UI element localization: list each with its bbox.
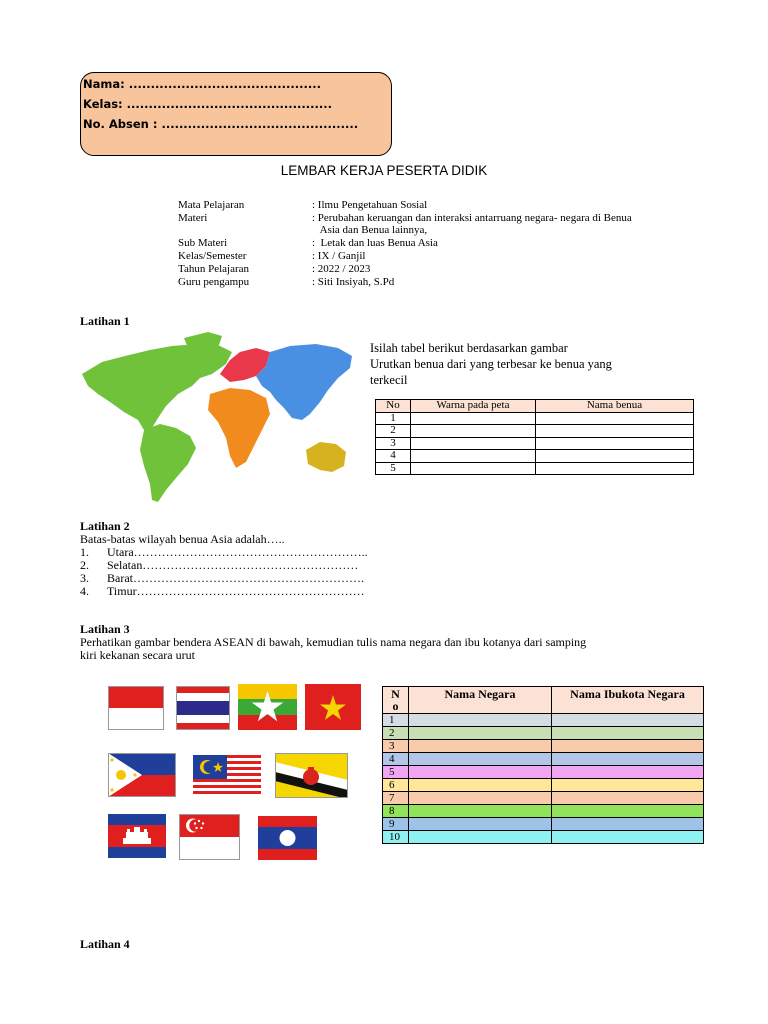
item-number: 3. [80,571,89,585]
country-cell[interactable] [409,740,552,753]
country-cell[interactable] [409,766,552,779]
latihan1-instruction [370,340,612,388]
row-number: 10 [383,831,409,844]
item-text: Utara………………………………………………….. [107,545,368,559]
table-row [376,412,694,425]
header-continent: Nama benua [536,400,694,413]
latihan3-instruction: kiri kekanan secara urut [80,648,195,662]
country-cell[interactable] [409,805,552,818]
header-no: No [376,400,411,413]
table-row [383,805,704,818]
header-no [383,687,409,714]
asean-table [382,686,704,844]
row-number: 9 [383,818,409,831]
asia-shape [256,344,352,420]
table-row [383,779,704,792]
item-text: Barat…………………………………………………. [107,571,364,585]
color-cell[interactable] [411,462,536,475]
item-text: Timur………………………………………………… [107,584,365,598]
philippines-flag-icon [108,753,176,797]
latihan2-item[interactable] [80,585,365,598]
country-cell[interactable] [409,831,552,844]
table-row [383,714,704,727]
thailand-flag-icon [176,686,230,730]
info-value: : Perubahan keruangan dan interaksi antarruang negara- negara di Benua [312,212,632,224]
row-number: 4 [376,450,411,463]
header-color: Warna pada peta [411,400,536,413]
color-cell[interactable] [411,412,536,425]
kelas-field[interactable]: Kelas: ............................................... [83,97,332,111]
table-row [383,753,704,766]
country-cell[interactable] [409,818,552,831]
identity-box [80,72,392,156]
vietnam-flag-icon [305,684,361,730]
color-cell[interactable] [411,450,536,463]
row-number: 1 [383,714,409,727]
item-number: 4. [80,584,89,598]
table-row [383,740,704,753]
header-capital: Nama Ibukota Negara [552,687,704,714]
capital-cell[interactable] [552,831,704,844]
table-header-row [383,687,704,714]
continent-cell[interactable] [536,450,694,463]
country-cell[interactable] [409,714,552,727]
item-text: Selatan……………………………………………… [107,558,359,572]
capital-cell[interactable] [552,740,704,753]
table-row [376,450,694,463]
continent-table [375,399,694,475]
latihan2-heading: Latihan 2 [80,519,130,533]
malaysia-flag-icon [193,755,261,797]
capital-cell[interactable] [552,766,704,779]
row-number: 2 [376,425,411,438]
table-row [383,766,704,779]
table-row [376,462,694,475]
latihan3-heading: Latihan 3 [80,622,130,636]
continent-cell[interactable] [536,425,694,438]
row-number: 4 [383,753,409,766]
row-number: 8 [383,805,409,818]
header-no-line: N [391,687,400,701]
header-country: Nama Negara [409,687,552,714]
capital-cell[interactable] [552,805,704,818]
row-number: 6 [383,779,409,792]
laos-flag-icon [258,816,317,860]
item-number: 2. [80,558,89,572]
row-number: 5 [376,462,411,475]
capital-cell[interactable] [552,714,704,727]
cambodia-flag-icon [108,814,166,858]
table-row [376,425,694,438]
country-cell[interactable] [409,779,552,792]
south-america-shape [140,424,196,502]
brunei-flag-icon [275,753,348,798]
table-header-row [376,400,694,413]
latihan2-question: Batas-batas wilayah benua Asia adalah….. [80,532,285,546]
latihan4-heading: Latihan 4 [80,937,130,951]
row-number: 7 [383,792,409,805]
nama-field[interactable]: Nama: ............................................ [83,77,321,91]
table-row [376,437,694,450]
row-number: 5 [383,766,409,779]
table-row [383,727,704,740]
page-title: LEMBAR KERJA PESERTA DIDIK [280,163,488,178]
row-number: 3 [383,740,409,753]
info-key: Guru pengampu [178,276,250,288]
country-cell[interactable] [409,753,552,766]
info-value: Asia dan Benua lainnya, [312,224,428,236]
capital-cell[interactable] [552,792,704,805]
africa-shape [208,388,270,468]
latihan1-instruction-line: terkecil [370,373,408,387]
continent-cell[interactable] [536,462,694,475]
info-value: : Letak dan luas Benua Asia [312,237,438,249]
info-key: Mata Pelajaran [178,199,245,211]
item-number: 1. [80,545,89,559]
info-key: Sub Materi [178,237,228,249]
country-cell[interactable] [409,792,552,805]
color-cell[interactable] [411,425,536,438]
singapore-flag-icon [179,814,240,860]
continent-cell[interactable] [536,437,694,450]
latihan1-instruction-line: Isilah tabel berikut berdasarkan gambar [370,341,568,355]
table-row [383,818,704,831]
row-number: 1 [376,412,411,425]
capital-cell[interactable] [552,753,704,766]
table-row [383,792,704,805]
australia-shape [306,442,346,472]
header-no-line: o [392,699,399,713]
info-value: : Ilmu Pengetahuan Sosial [312,199,428,211]
latihan1-instruction-line: Urutkan benua dari yang terbesar ke benua yang [370,357,612,371]
info-value: : Siti Insiyah, S.Pd [312,276,395,288]
info-key: Tahun Pelajaran [178,263,250,275]
latihan1-heading: Latihan 1 [80,314,130,328]
info-value: : IX / Ganjil [312,250,366,262]
world-map-image [80,322,355,522]
north-america-shape [82,344,232,430]
country-cell[interactable] [409,727,552,740]
absen-field[interactable]: No. Absen : ............................................. [83,117,359,131]
continent-cell[interactable] [536,412,694,425]
latihan3-instruction: Perhatikan gambar bendera ASEAN di bawah, kemudian tulis nama negara dan ibu kotanya dari samping [80,635,587,649]
info-key: Kelas/Semester [178,250,247,262]
capital-cell[interactable] [552,727,704,740]
info-key: Materi [178,212,208,224]
row-number: 2 [383,727,409,740]
row-number: 3 [376,437,411,450]
info-value: : 2022 / 2023 [312,263,371,275]
capital-cell[interactable] [552,818,704,831]
table-row [383,831,704,844]
myanmar-flag-icon [238,684,297,730]
indonesia-flag-icon [108,686,164,730]
capital-cell[interactable] [552,779,704,792]
color-cell[interactable] [411,437,536,450]
